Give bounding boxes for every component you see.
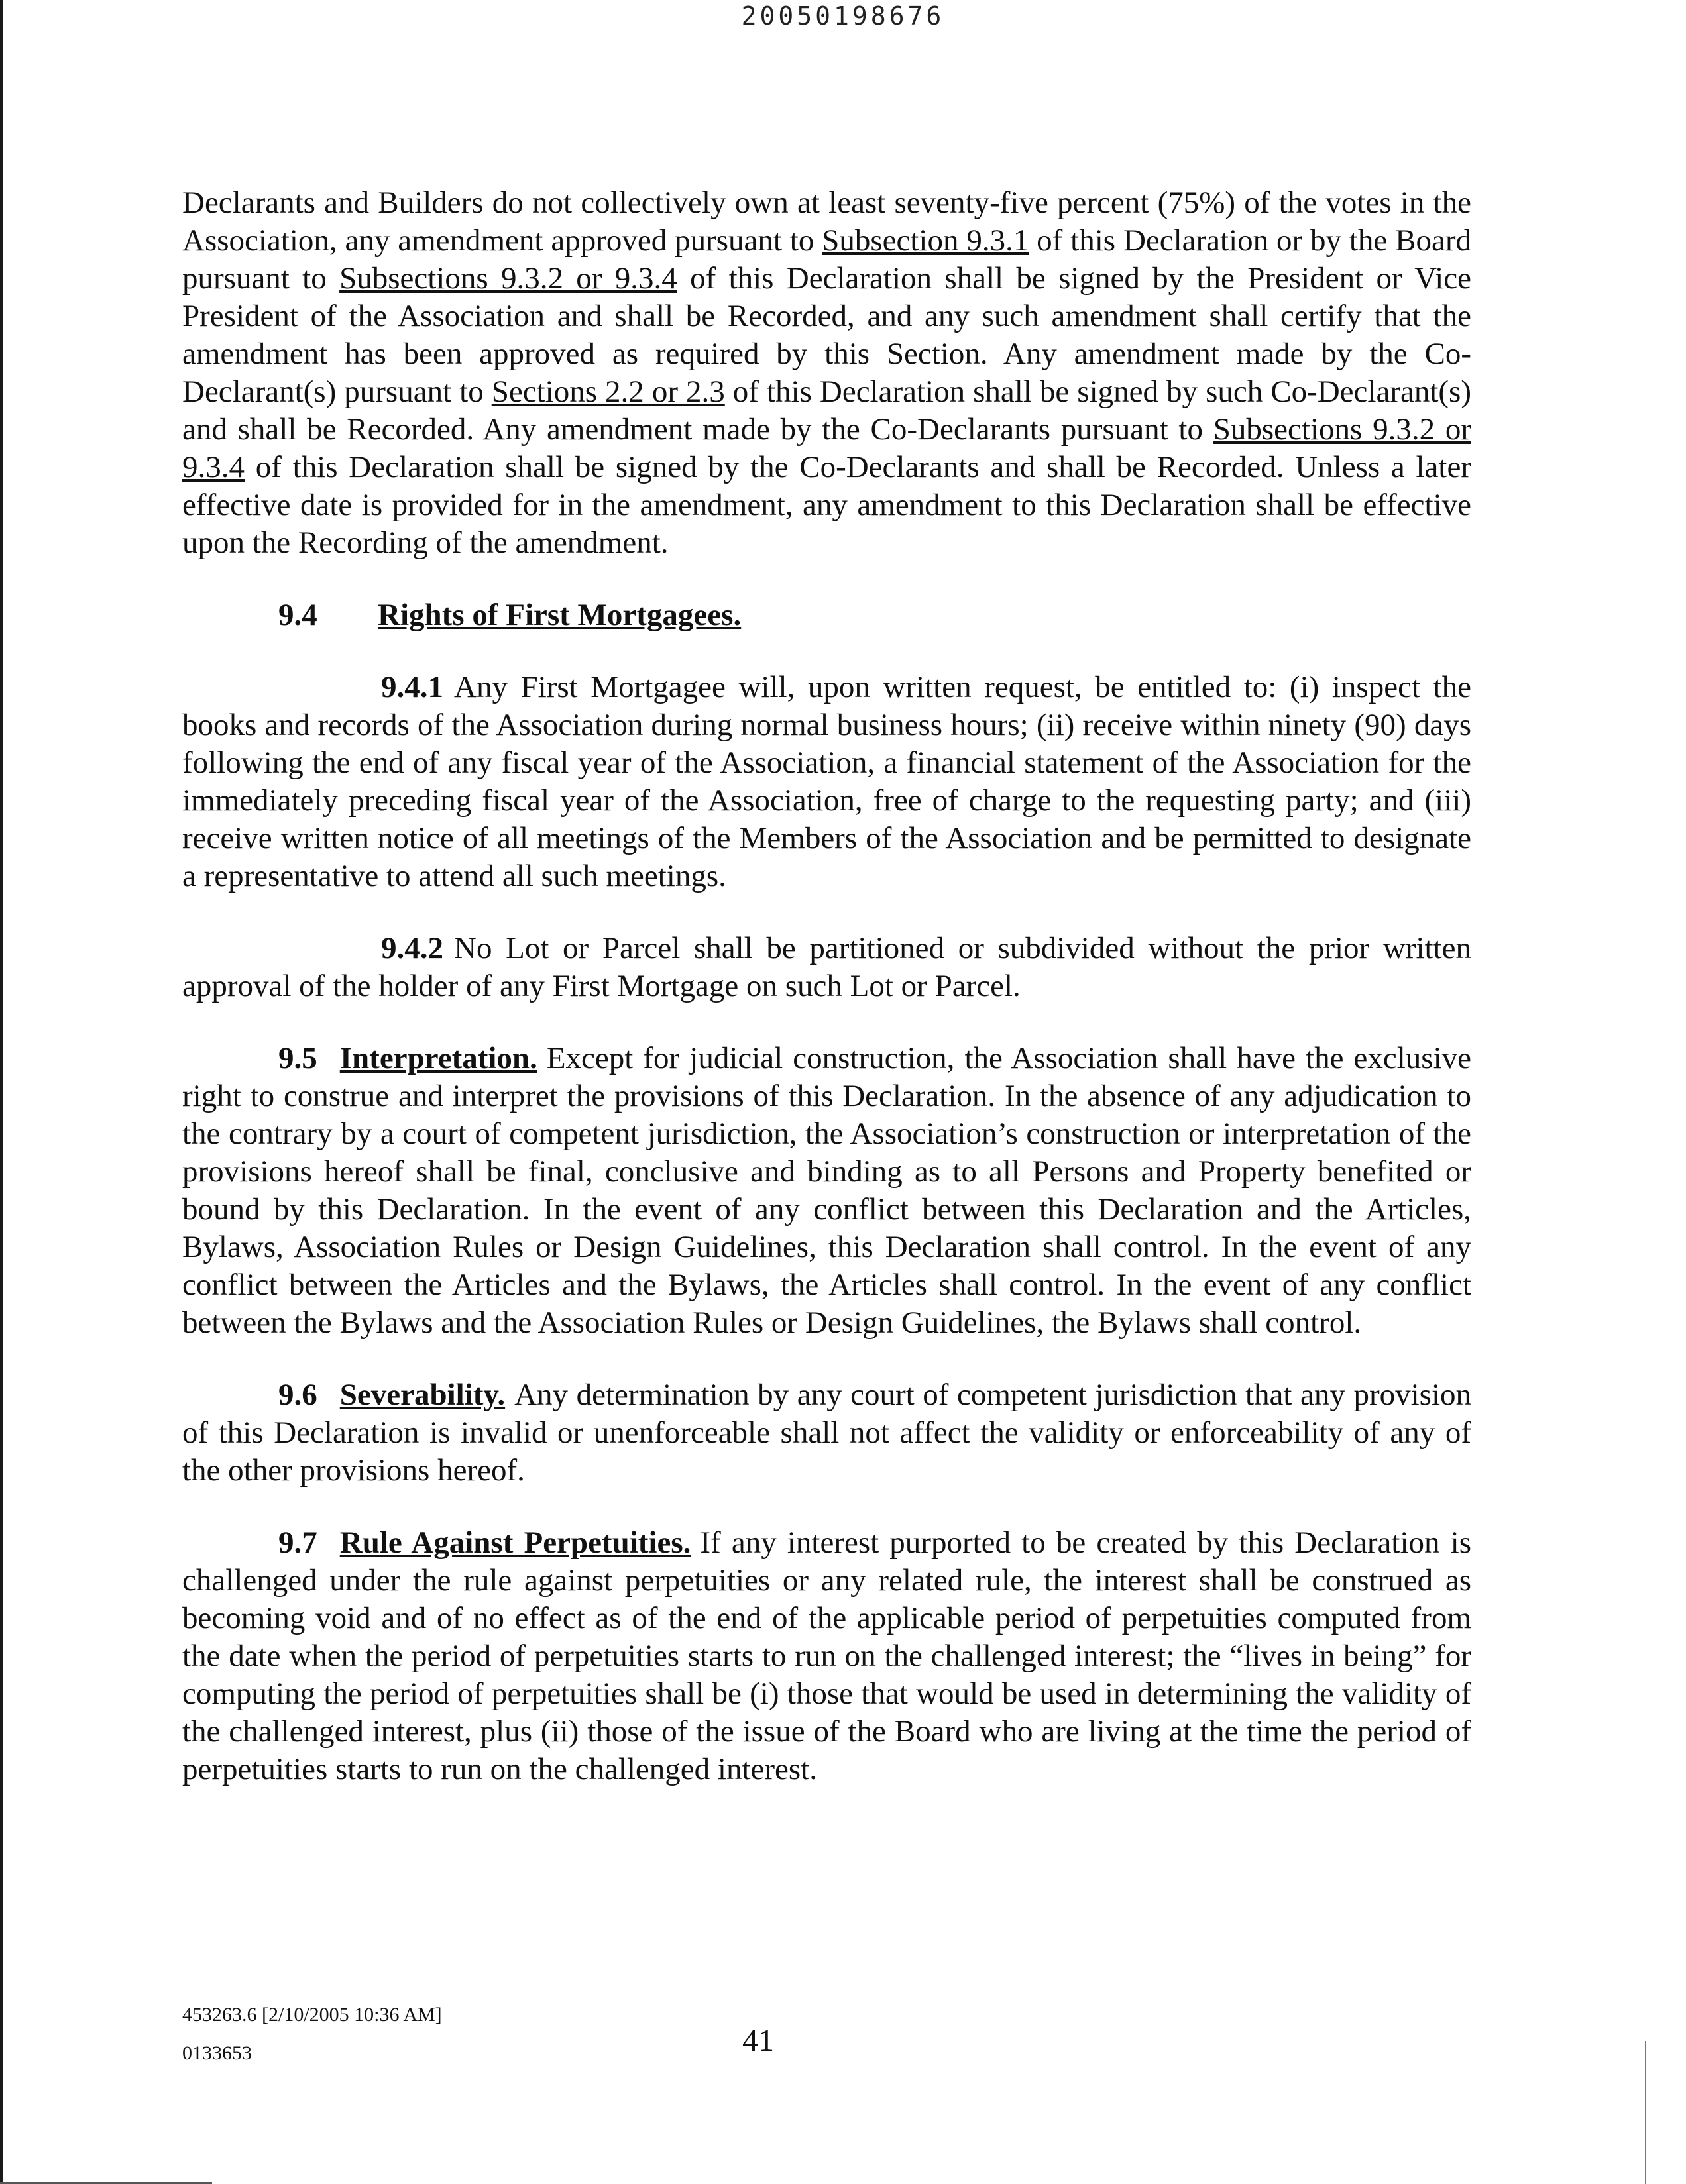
subsection-9-4-2: [182, 930, 1471, 1005]
section-text: Except for judicial construction, the Association shall have the exclusive right to construe and interpret the provisions of this Declaration. In the absence of any adjudication to the contrary by a court of competent jurisdiction, the Association’s construction or interpretation of the provisions hereof shall be final, conclusive and binding as to all Persons and Property benefited or bound by this Declaration. In the event of any conflict between this Declaration and the Articles, Bylaws, Association Rules or Design Guidelines, this Declaration shall control. In the event of any conflict between the Articles and the Bylaws, the Articles shall control. In the event of any conflict between the Bylaws and the Association Rules or Design Guidelines, the Bylaws shall control.: [182, 1041, 1471, 1340]
recording-number: 20050198676: [741, 1, 945, 30]
scan-edge-left: [0, 0, 3, 2184]
text: of this Declaration shall be signed by the Co-Declarants and shall be Recorded. Unless a later effective date is provided for in the amendment, any amendment to this Declaration shall be effective upon the Recording of the amendment.: [182, 450, 1471, 560]
subsection-reference: Subsections 9.3.2 or 9.3.4: [339, 261, 677, 296]
section-number: 9.5: [278, 1041, 317, 1075]
scan-edge-right: [1645, 2041, 1646, 2184]
section-number: 9.6: [278, 1378, 317, 1412]
section-number: 9.7: [278, 1525, 317, 1560]
section-title: Severability.: [339, 1378, 506, 1412]
section-text: If any interest purported to be created by this Declaration is challenged under the rule against perpetuities or any related rule, the interest shall be construed as becoming void and of no effect as of the end of the applicable period of perpetuities computed from the date when the period of perpetuities starts to run on the challenged interest; the “lives in being” for computing the period of perpetuities shall be (i) those that would be used in determining the validity of the challenged interest, plus (ii) those of the issue of the Board who are living at the time the period of perpetuities starts to run on the challenged interest.: [182, 1525, 1471, 1786]
subsection-reference: Subsections 9.3.2 or 9.3.4: [182, 412, 1471, 484]
text: of this Declaration or by the Board pursuant to: [182, 223, 1471, 296]
client-number: 0133653: [182, 2042, 252, 2064]
section-heading-9-4: [182, 596, 1471, 634]
section-9-6: [182, 1376, 1471, 1490]
section-title: Rights of First Mortgagees.: [378, 598, 742, 632]
subsection-text: Any First Mortgagee will, upon written request, be entitled to: (i) inspect the books and records of the Association during normal business hours; (ii) receive within ninety (90) days following the end of any fiscal year of the Association, a financial statement of the Association for the immediately preceding fiscal year of the Association, free of charge to the requesting party; and (iii) receive written notice of all meetings of the Members of the Association and be permitted to designate a representative to attend all such meetings.: [182, 670, 1471, 893]
paragraph-amendment-continuation: [182, 184, 1471, 562]
subsection-text: No Lot or Parcel shall be partitioned or subdivided without the prior written approval of the holder of any First Mortgage on such Lot or Parcel.: [182, 931, 1471, 1003]
section-number: 9.4: [278, 598, 317, 632]
subsection-number: 9.4.1: [381, 670, 443, 704]
section-9-5: [182, 1040, 1471, 1342]
text: Declarants and Builders do not collectively own at least seventy-five percent (75%) of the votes in the Association, any amendment approved pursuant to: [182, 186, 1471, 258]
document-body: [182, 184, 1471, 1788]
text: of this Declaration shall be signed by the President or Vice President of the Association and shall be Recorded, and any such amendment shall certify that the amendment has been approved as required by this Section. Any amendment made by the Co-Declarant(s) pursuant to: [182, 261, 1471, 409]
page-number: 41: [742, 2023, 774, 2058]
section-title: Interpretation.: [339, 1041, 537, 1075]
section-9-7: [182, 1524, 1471, 1788]
footer-reference: [182, 1996, 442, 2073]
subsection-9-4-1: [182, 669, 1471, 895]
section-title: Rule Against Perpetuities.: [339, 1525, 691, 1560]
section-reference: Sections 2.2 or 2.3: [491, 374, 725, 409]
text: of this Declaration shall be signed by such Co-Declarant(s) and shall be Recorded. Any amendment made by the Co-Declarants pursuant to: [182, 374, 1471, 447]
section-text: Any determination by any court of competent jurisdiction that any provision of this Declaration is invalid or unenforceable shall not affect the validity or enforceability of any of the other provisions hereof.: [182, 1378, 1471, 1488]
subsection-number: 9.4.2: [381, 931, 443, 965]
subsection-reference: Subsection 9.3.1: [822, 223, 1029, 258]
document-reference: 453263.6 [2/10/2005 10:36 AM]: [182, 2004, 442, 2026]
